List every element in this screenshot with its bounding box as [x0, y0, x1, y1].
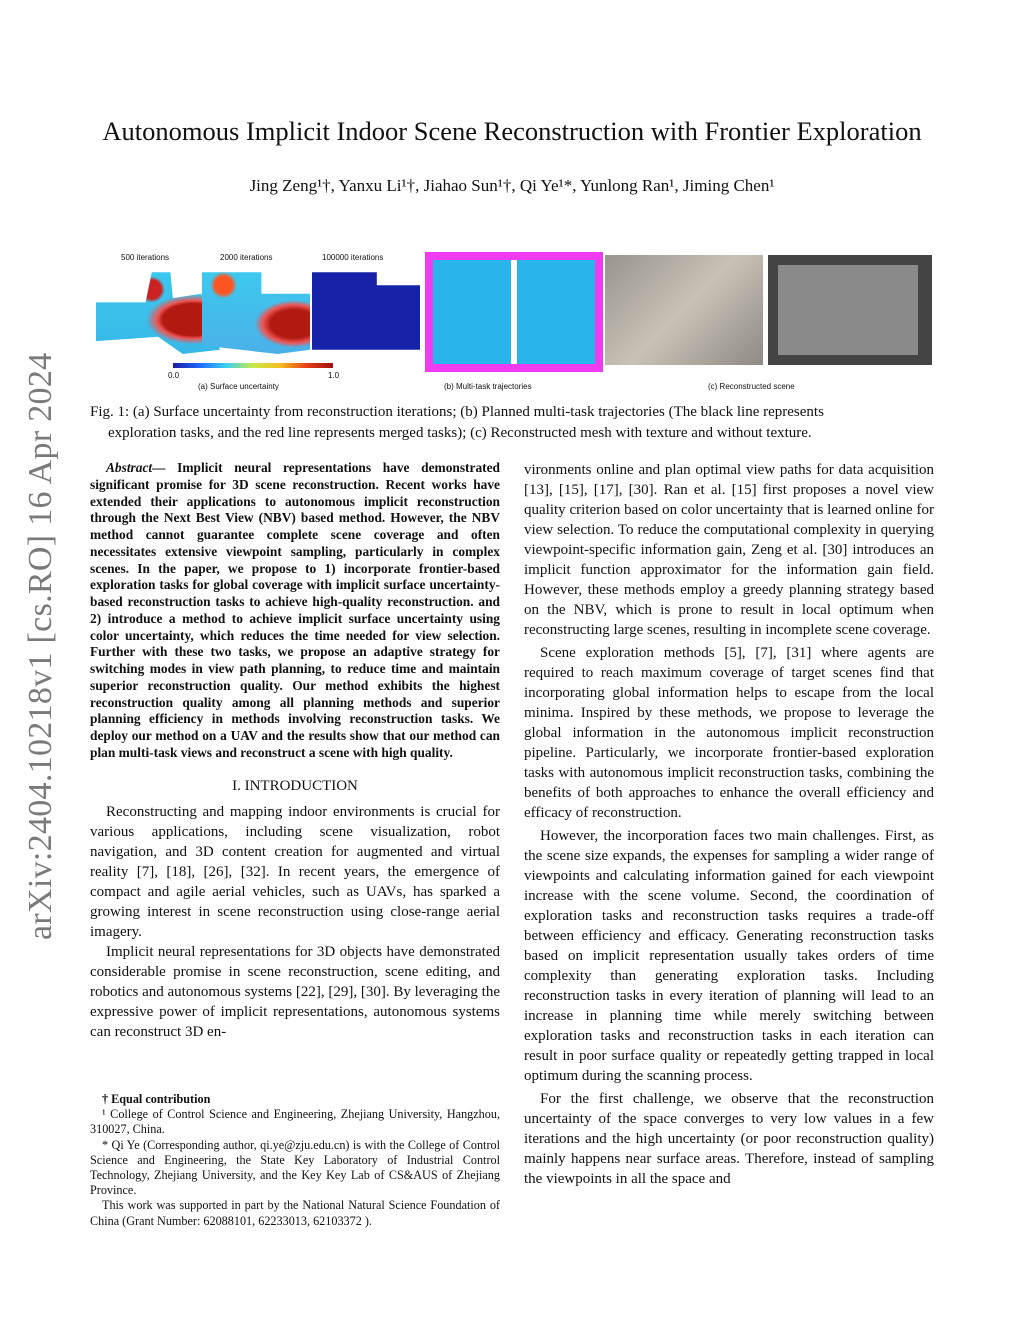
paragraph: Scene exploration methods [5], [7], [31] where agents are required to reach maximum coverage of target scenes find that incorporating global information helps to escape from the local minima. Inspired by these methods, we propose to leverage the global information in the autonomous implicit reconstruction pipeline. Particularly, we incorporate frontier-based exploration tasks with autonomous implicit reconstruction tasks, combining the benefits of both approaches to enhance the overall efficiency and efficacy of reconstruction.	[524, 645, 934, 821]
caption-line-1: Fig. 1: (a) Surface uncertainty from reconstruction iterations; (b) Planned multi-task trajectories (The black line represents	[90, 404, 824, 420]
footnotes	[90, 1092, 500, 1229]
author-list: Jing Zeng¹†, Yanxu Li¹†, Jiahao Sun¹†, Qi Ye¹*, Yunlong Ran¹, Jiming Chen¹	[249, 176, 775, 195]
colorbar-min: 0.0	[168, 371, 180, 380]
right-column	[524, 460, 934, 1192]
paragraph: For the first challenge, we observe that the reconstruction uncertainty of the space converges to very low values in a few iterations and the high uncertainty (or poor reconstruction quality) mainly happens near surface areas. Therefore, instead of sampling the viewpoints in all the space and	[524, 1091, 934, 1187]
untextured-mesh	[768, 255, 932, 365]
iter-label-100000: 100000 iterations	[322, 253, 384, 262]
paragraph: vironments online and plan optimal view paths for data acquisition [13], [15], [17], [30]. Ran et al. [15] first proposes a novel view quality criterion based on color uncertainty that is learned online for view selection. To reduce the computational complexity in querying viewpoint-specific information gain, Zeng et al. [30] introduces an implicit function approximator for the information gain field. However, these methods employ a greedy planning strategy based on the NBV, which is prone to result in local optimum when reconstructing large scenes, resulting in incomplete scene coverage.	[524, 462, 934, 638]
colorbar	[173, 363, 333, 368]
section-heading-introduction: I. INTRODUCTION	[232, 777, 358, 794]
colorbar-max: 1.0	[328, 371, 340, 380]
iter-label-500: 500 iterations	[121, 253, 170, 262]
uncertainty-map-100000	[312, 268, 420, 354]
subfig-a-label: (a) Surface uncertainty	[198, 382, 279, 391]
paragraph: However, the incorporation faces two main challenges. First, as the scene size expands, the expenses for sampling a wider range of viewpoints and calculating information gained for each viewpoint increase with the scene volume. Second, the coordination of exploration tasks and reconstruction tasks requires a trade-off between efficiency and efficacy. Generating reconstruction tasks based on implicit representation usually takes orders of time complexity than generating exploration tasks. Including reconstruction tasks in every iteration of planning will lead to an increase in planning time while merely switching between exploration tasks and reconstruction tasks in each iteration can result in poor surface quality or repeatedly getting trapped in local optimum during the scanning process.	[524, 828, 934, 1084]
left-column	[90, 460, 500, 1042]
footnote-equal-contribution: † Equal contribution	[102, 1092, 211, 1106]
uncertainty-map-2000	[202, 268, 310, 354]
abstract-label: Abstract—	[106, 460, 166, 475]
arxiv-stamp[interactable]: arXiv:2404.10218v1 [cs.RO] 16 Apr 2024	[22, 352, 59, 940]
subfig-c-label: (c) Reconstructed scene	[708, 382, 795, 391]
paragraph: Implicit neural representations for 3D objects have demonstrated considerable promise in scene reconstruction, scene editing, and robotics and autonomous systems [22], [29], [30]. By leveraging the expressive power of implicit representations, autonomous systems can reconstruct 3D en-	[90, 943, 500, 1040]
caption-line-2: exploration tasks, and the red line represents merged tasks); (c) Reconstructed mesh with texture and without texture.	[108, 424, 812, 441]
figure-caption	[90, 402, 934, 443]
footnote-corresponding-author[interactable]: * Qi Ye (Corresponding author, qi.ye@zju.edu.cn) is with the College of Control Science and Engineering, the State Key Laboratory of Industrial Control Technology, Zhejiang University, and the Key Key Lab of CS&AUS of Zhejiang Province.	[90, 1137, 500, 1198]
subfig-b-label: (b) Multi-task trajectories	[444, 382, 532, 391]
paper-title: Autonomous Implicit Indoor Scene Reconstruction with Frontier Exploration	[102, 116, 922, 146]
textured-mesh	[605, 255, 763, 365]
footnote-funding: This work was supported in part by the National Natural Science Foundation of China (Grant Number: 62088101, 62233013, 62103372 ).	[90, 1198, 500, 1228]
uncertainty-map-500	[96, 268, 220, 354]
iter-label-2000: 2000 iterations	[220, 253, 273, 262]
footnote-affiliation: ¹ College of Control Science and Engineering, Zhejiang University, Hangzhou, 310027, China.	[90, 1107, 500, 1137]
paragraph: Reconstructing and mapping indoor environments is crucial for various applications, including scene visualization, robot navigation, and 3D content creation for augmented and virtual reality [7], [18], [26], [32]. In recent years, the emergence of compact and agile aerial vehicles, such as UAVs, has sparked a growing interest in scene reconstruction using close-range aerial imagery.	[90, 803, 500, 940]
abstract	[90, 460, 500, 762]
trajectory-map	[425, 252, 603, 372]
abstract-text: Implicit neural representations have demonstrated significant promise for 3D scene reconstruction. Recent works have extended their applications to autonomous implicit reconstruction through the Next Best View (NBV) based method. However, the NBV method cannot guarantee complete scene coverage and often necessitates extensive viewpoint sampling, particularly in complex scenes. In the paper, we propose to 1) incorporate frontier-based exploration tasks for global coverage with implicit surface uncertainty-based reconstruction tasks to achieve high-quality reconstruction. and 2) introduce a method to achieve implicit surface uncertainty using color uncertainty, which reduces the time needed for view selection. Further with these two tasks, we propose an adaptive strategy for switching modes in view path planning, to reduce time and maintain superior reconstruction quality. Our method exhibits the highest reconstruction quality among all planning methods and superior planning efficiency in methods involving reconstruction tasks. We deploy our method on a UAV and the results show that our method can plan multi-task views and reconstruct a scene with high quality.	[90, 460, 500, 760]
figure-1	[92, 250, 934, 395]
